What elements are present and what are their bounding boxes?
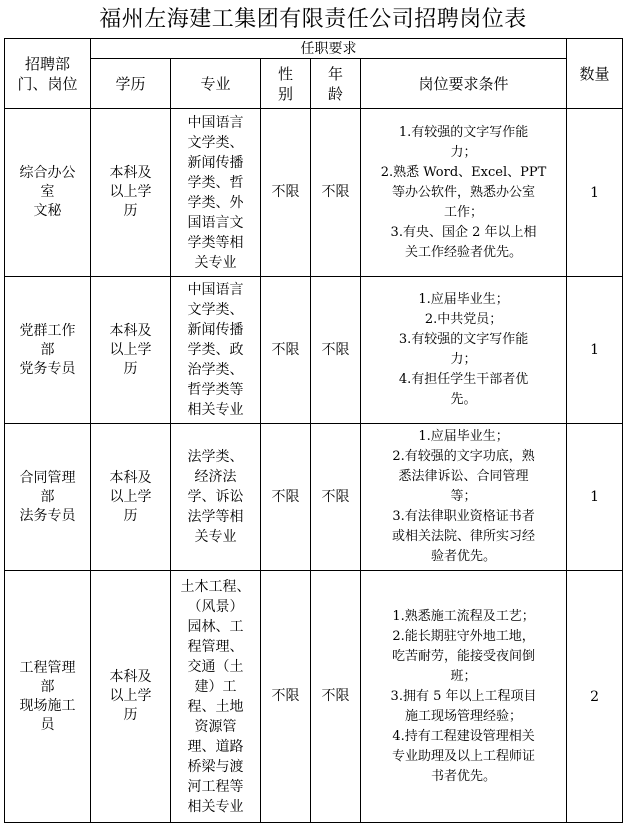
major-cell [171, 424, 261, 571]
dept-position-cell-line: 员 [40, 716, 55, 733]
count-cell: 1 [567, 277, 623, 424]
header-age-line: 年 [327, 64, 343, 83]
conditions-cell-line: 先。 [450, 392, 477, 407]
conditions-cell-line: 4.持有工程建设管理相关 [392, 728, 535, 744]
conditions-cell-line: 悉法律诉讼、合同管理 [398, 469, 529, 484]
gender-cell: 不限 [261, 277, 311, 424]
major-cell-line: 学、诉讼 [187, 489, 244, 505]
dept-position-cell [5, 109, 91, 277]
dept-position-cell [5, 424, 91, 571]
dept-position-cell-line: 工程管理 [19, 659, 76, 676]
conditions-cell-line: 1.熟悉施工流程及工艺； [392, 608, 535, 624]
table-row [5, 277, 623, 424]
education-cell-line: 以上学 [109, 488, 152, 505]
dept-position-cell-line: 室 [40, 184, 55, 200]
education-cell-line: 以上学 [109, 341, 152, 358]
major-cell-line: 相关专业 [187, 798, 244, 815]
major-cell-line: （风景） [187, 598, 244, 615]
header-dept-position [5, 39, 91, 109]
major-cell-line: 程、土地 [187, 698, 244, 715]
dept-position-cell-line: 部 [40, 488, 55, 505]
conditions-cell-line: 2.有较强的文字功底，熟 [392, 449, 535, 464]
conditions-cell-line: 1.应届毕业生； [418, 429, 509, 444]
conditions-cell-line: 3.有较强的文字写作能 [398, 332, 529, 347]
gender-cell: 不限 [261, 571, 311, 823]
conditions-cell [361, 571, 567, 823]
dept-position-cell-line: 现场施工 [19, 697, 76, 714]
major-cell [171, 109, 261, 277]
age-cell: 不限 [311, 277, 361, 424]
conditions-cell-line: 2.能长期驻守外地工地， [392, 628, 535, 644]
age-cell: 不限 [311, 424, 361, 571]
conditions-cell-line: 专业助理及以上工程师证 [392, 748, 536, 764]
major-cell-line: 园林、工 [187, 618, 244, 635]
header-dept-position-line: 门、岗位 [17, 74, 78, 93]
major-cell-line: 交通（土 [187, 658, 244, 675]
conditions-cell-line: 施工现场管理经验； [405, 708, 523, 724]
count-cell: 1 [567, 424, 623, 571]
count-cell: 1 [567, 109, 623, 277]
major-cell-line: 经济法 [194, 469, 237, 485]
conditions-cell-line: 书者优先。 [431, 768, 497, 784]
education-cell [91, 109, 171, 277]
dept-position-cell-line: 文秘 [33, 203, 62, 219]
conditions-cell-line: 关工作经验者优先。 [405, 244, 523, 260]
education-cell [91, 424, 171, 571]
conditions-cell-line: 或相关法院、律所实习经 [392, 529, 536, 544]
conditions-cell-line: 3.有央、国企 2 年以上相 [390, 224, 537, 240]
header-major: 专业 [171, 59, 261, 109]
header-requirements-group: 任职要求 [91, 39, 567, 59]
major-cell-line: 新闻传播 [187, 154, 244, 171]
major-cell-line: 关专业 [194, 529, 237, 545]
header-age [311, 59, 361, 109]
conditions-cell-line: 2.中共党员； [424, 312, 503, 327]
conditions-cell-line: 等办公软件，熟悉办公室 [392, 184, 536, 200]
education-cell-line: 历 [123, 360, 138, 377]
conditions-cell-line: 3.有法律职业资格证书者 [392, 509, 535, 524]
conditions-cell-line: 吃苦耐劳，能接受夜间倒 [392, 648, 536, 664]
header-dept-position-line: 招聘部 [24, 54, 70, 73]
dept-position-cell-line: 法务专员 [19, 507, 76, 524]
major-cell-line: 河工程等 [187, 778, 244, 795]
major-cell-line: 关专业 [194, 254, 237, 271]
age-cell: 不限 [311, 571, 361, 823]
table-body [5, 109, 623, 823]
header-gender [261, 59, 311, 109]
education-cell-line: 以上学 [109, 184, 152, 200]
dept-position-cell-line: 综合办公 [19, 165, 76, 181]
dept-position-cell [5, 277, 91, 424]
major-cell-line: 文学类、 [187, 134, 244, 151]
major-cell-line: 建）工 [194, 678, 237, 695]
age-cell: 不限 [311, 109, 361, 277]
header-age-line: 龄 [327, 84, 343, 103]
conditions-cell [361, 109, 567, 277]
major-cell-line: 哲学类等 [187, 382, 244, 398]
conditions-cell-line: 2.熟悉 Word、Excel、PPT [380, 164, 547, 180]
conditions-cell-line: 3.拥有 5 年以上工程项目 [390, 688, 537, 704]
dept-position-cell-line: 合同管理 [19, 469, 76, 486]
conditions-cell [361, 277, 567, 424]
dept-position-cell-line: 党务专员 [19, 360, 76, 377]
major-cell-line: 资源管 [194, 718, 237, 735]
major-cell-line: 土木工程、 [180, 578, 251, 595]
major-cell [171, 571, 261, 823]
major-cell-line: 新闻传播 [187, 322, 244, 338]
conditions-cell [361, 424, 567, 571]
page-title: 福州左海建工集团有限责任公司招聘岗位表 [99, 7, 527, 32]
conditions-cell-line: 力； [450, 144, 477, 160]
major-cell-line: 学类等相 [187, 234, 244, 251]
conditions-cell-line: 验者优先。 [431, 549, 497, 564]
table-row [5, 571, 623, 823]
education-cell [91, 571, 171, 823]
education-cell-line: 本科及 [109, 322, 152, 339]
education-cell-line: 以上学 [109, 688, 152, 704]
major-cell-line: 治学类、 [187, 362, 244, 378]
dept-position-cell-line: 部 [40, 341, 55, 358]
table-row [5, 109, 623, 277]
gender-cell: 不限 [261, 109, 311, 277]
dept-position-cell-line: 部 [40, 678, 55, 695]
education-cell-line: 本科及 [109, 165, 152, 181]
education-cell-line: 本科及 [109, 669, 152, 685]
major-cell-line: 学类、哲 [187, 174, 244, 191]
header-gender-line: 性 [277, 64, 293, 83]
conditions-cell-line: 4.有担任学生干部者优 [398, 372, 529, 387]
dept-position-cell-line: 党群工作 [19, 322, 76, 339]
recruitment-table [4, 38, 623, 823]
major-cell-line: 中国语言 [187, 282, 244, 298]
major-cell-line: 学类、政 [187, 342, 244, 358]
table-row [5, 424, 623, 571]
conditions-cell-line: 1.应届毕业生； [418, 292, 509, 307]
major-cell-line: 法学类、 [187, 449, 244, 465]
conditions-cell-line: 1.有较强的文字写作能 [398, 124, 529, 140]
major-cell-line: 程管理、 [187, 638, 244, 655]
header-count: 数量 [567, 39, 623, 109]
education-cell-line: 历 [123, 707, 138, 723]
gender-cell: 不限 [261, 424, 311, 571]
major-cell [171, 277, 261, 424]
education-cell [91, 277, 171, 424]
major-cell-line: 桥梁与渡 [187, 758, 244, 775]
header-gender-line: 别 [277, 84, 293, 103]
conditions-cell-line: 班； [450, 668, 477, 684]
major-cell-line: 学类、外 [187, 194, 244, 211]
major-cell-line: 法学等相 [187, 509, 244, 525]
education-cell-line: 本科及 [109, 469, 152, 486]
major-cell-line: 国语言文 [187, 214, 244, 231]
education-cell-line: 历 [123, 507, 138, 524]
major-cell-line: 相关专业 [187, 402, 244, 418]
major-cell-line: 中国语言 [187, 114, 244, 131]
major-cell-line: 文学类、 [187, 302, 244, 318]
header-conditions: 岗位要求条件 [361, 59, 567, 109]
conditions-cell-line: 工作； [444, 204, 484, 220]
header-education: 学历 [91, 59, 171, 109]
count-cell: 2 [567, 571, 623, 823]
conditions-cell-line: 力； [450, 352, 477, 367]
dept-position-cell [5, 571, 91, 823]
conditions-cell-line: 等； [450, 489, 477, 504]
major-cell-line: 理、道路 [187, 738, 244, 755]
education-cell-line: 历 [123, 203, 138, 219]
